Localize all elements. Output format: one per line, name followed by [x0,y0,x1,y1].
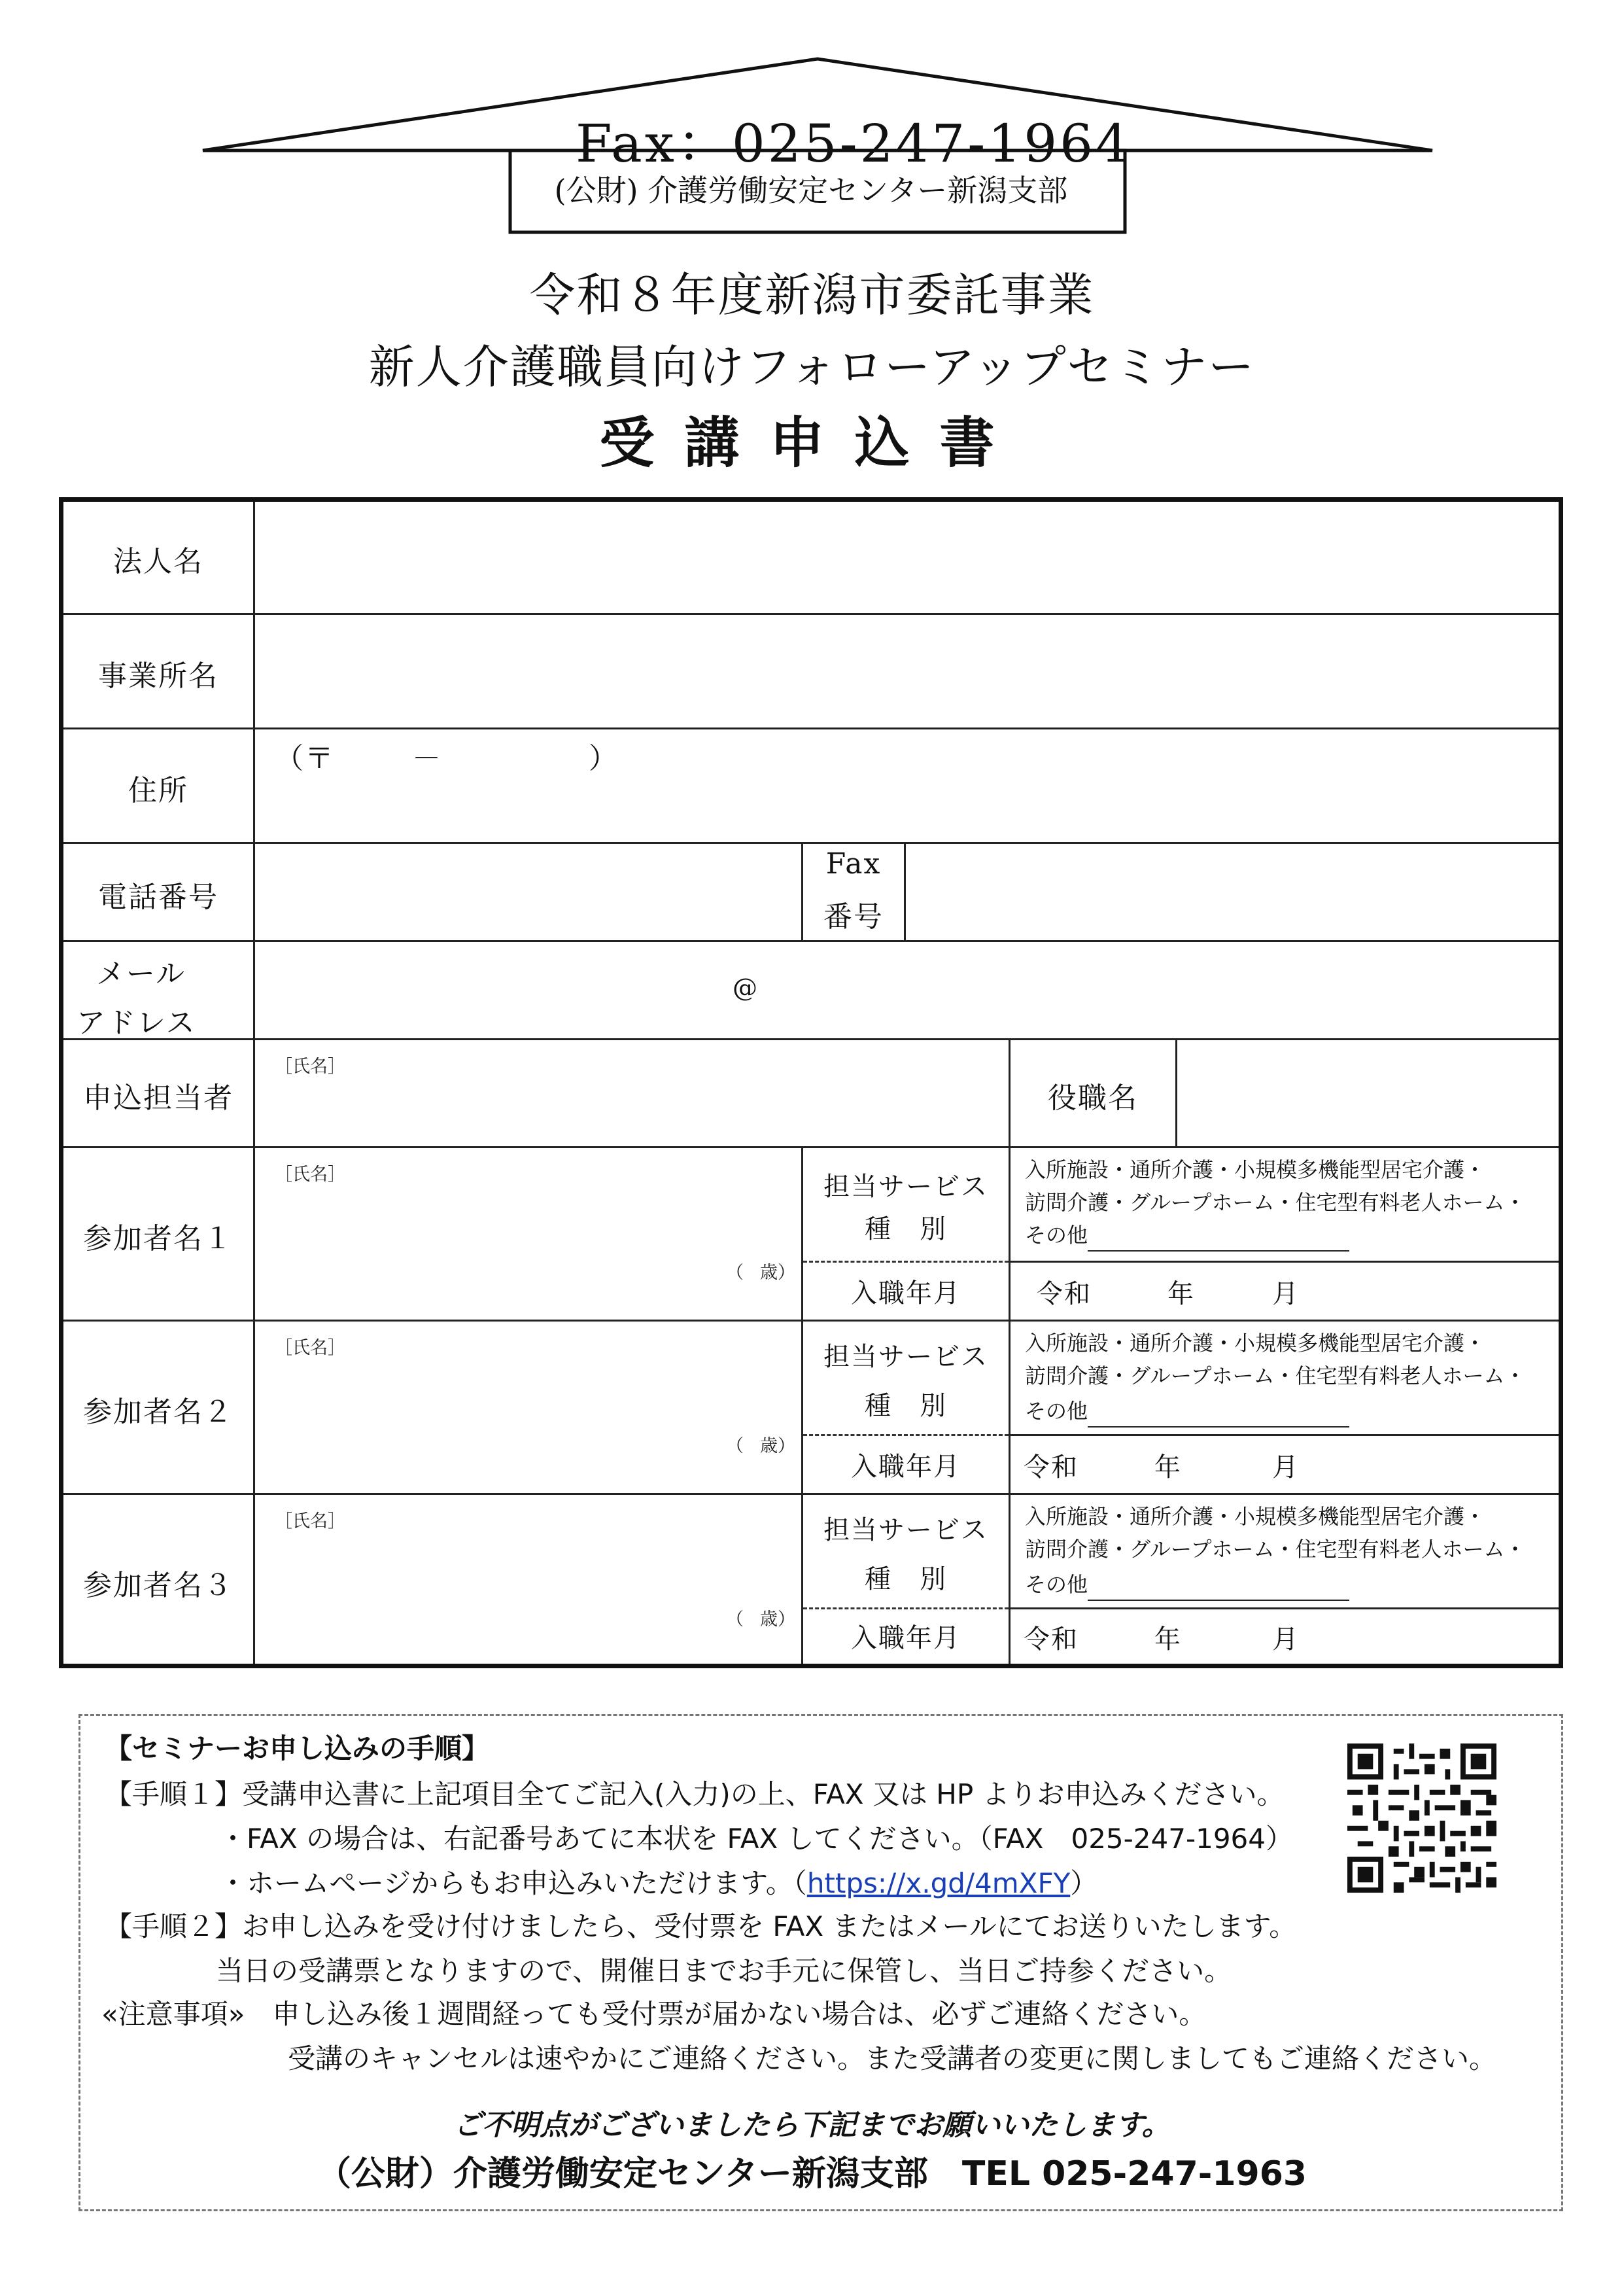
address-label: 住所 [128,774,188,807]
address-field[interactable] [255,729,1557,841]
service-options-line1: 入所施設・通所介護・小規模多機能型居宅介護・ [1025,1504,1486,1529]
service-options-line1: 入所施設・通所介護・小規模多機能型居宅介護・ [1025,1157,1486,1182]
position-label: 役職名 [1048,1081,1138,1115]
reiwa-label: 令和 [1037,1279,1092,1309]
participant-1-name-field[interactable] [255,1148,800,1318]
contact-inquiry-line: ご不明点がございましたら下記までお願いいたします。 [453,2109,1171,2142]
participant-3-label: 参加者名３ [83,1569,233,1602]
service-other-label: その他 [1025,1572,1088,1597]
participant-1-hire-date-field[interactable] [1011,1263,1557,1318]
hire-date-label: 入職年月 [851,1452,961,1482]
participant-1-service-options[interactable] [1011,1148,1557,1261]
hire-date-label: 入職年月 [851,1278,961,1308]
postal-close: ） [589,742,619,775]
name-hint: ［氏名］ [275,1338,345,1358]
fax-number-header: Fax：025-247-1964 [576,113,1132,174]
participant-3-service-options[interactable] [1011,1495,1557,1607]
participant-3-name-field[interactable] [255,1495,800,1664]
service-options-line2: 訪問介護・グループホーム・住宅型有料老人ホーム・ [1025,1363,1526,1388]
contact-person-label: 申込担当者 [83,1081,233,1115]
fax-label-line2: 番号 [823,900,884,934]
age-close: 歳） [760,1436,795,1456]
participant-3-hire-date-field[interactable] [1011,1609,1557,1664]
office-name-label: 事業所名 [98,659,218,693]
corp-name-field[interactable] [255,502,1557,612]
age-close: 歳） [760,1609,795,1630]
participant-2-label: 参加者名２ [83,1395,233,1429]
service-other-input[interactable] [1088,1232,1349,1252]
service-options-line1: 入所施設・通所介護・小規模多機能型居宅介護・ [1025,1331,1486,1356]
corp-name-label: 法人名 [113,545,203,578]
title-commission: 令和８年度新潟市委託事業 [529,268,1095,322]
participant-1-label: 参加者名１ [83,1222,233,1255]
age-open: （ [726,1436,744,1456]
at-mark: @ [733,973,759,1002]
service-type-label-line1: 担当サービス [823,1342,988,1372]
service-other-label: その他 [1025,1399,1088,1424]
postal-dash: － [412,742,442,775]
procedure-step1-fax: ・FAX の場合は、右記番号あてに本状を FAX してください。（FAX 025-247-1964） [219,1823,1294,1855]
procedure-notice-detail: 受講のキャンセルは速やかにご連絡ください。また受講者の変更に関しましてもご連絡ください。 [288,2042,1497,2075]
procedure-heading: 【セミナーお申し込みの手順】 [105,1732,490,1764]
procedure-step1-hp [219,1862,1097,1901]
procedure-notice: «注意事項» 申し込み後１週間経っても受付票が届かない場合は、必ずご連絡ください。 [101,1998,1207,2030]
title-seminar: 新人介護職員向けフォローアップセミナー [368,340,1256,394]
hire-date-label: 入職年月 [851,1623,961,1653]
service-type-label-line2: 種 別 [865,1214,947,1244]
name-hint: ［氏名］ [275,1511,345,1532]
name-hint: ［氏名］ [275,1057,345,1077]
age-open: （ [726,1609,744,1630]
phone-label: 電話番号 [98,881,218,914]
service-type-label-line1: 担当サービス [823,1515,988,1545]
qr-code-icon[interactable] [1347,1743,1496,1893]
application-form-table [59,497,1563,1668]
age-close: 歳） [760,1263,795,1283]
procedure-step1: 【手順１】受講申込書に上記項目全てご記入(入力)の上、FAX 又は HP よりお申込みください。 [105,1778,1285,1810]
age-open: （ [726,1263,744,1283]
phone-field[interactable] [255,844,800,939]
fax-label-line1: Fax [825,847,882,881]
contact-person-field[interactable] [255,1040,1007,1145]
service-options-line2: 訪問介護・グループホーム・住宅型有料老人ホーム・ [1025,1190,1526,1215]
year-label: 年 [1167,1279,1195,1309]
procedure-step1-hp-suffix: ） [1070,1867,1098,1899]
service-other-input[interactable] [1088,1408,1349,1428]
name-hint: ［氏名］ [275,1165,345,1185]
mail-label-line1: メール [96,957,186,990]
service-type-label-line2: 種 別 [865,1391,947,1421]
reiwa-label: 令和 [1024,1452,1079,1482]
service-type-label-line1: 担当サービス [823,1172,988,1202]
mail-label-line2: アドレス [77,1006,196,1040]
office-name-field[interactable] [255,615,1557,726]
page-title: 受講申込書 [599,410,1025,475]
participant-2-name-field[interactable] [255,1322,800,1492]
fax-field[interactable] [906,844,1557,939]
reiwa-label: 令和 [1024,1624,1079,1655]
month-label: 月 [1272,1279,1300,1309]
procedure-step2-detail: 当日の受講票となりますので、開催日までお手元に保管し、当日ご持参ください。 [216,1955,1232,1987]
service-options-line2: 訪問介護・グループホーム・住宅型有料老人ホーム・ [1025,1537,1526,1562]
procedure-step2: 【手順２】お申し込みを受け付けましたら、受付票を FAX またはメールにてお送りいたします。 [105,1910,1297,1942]
month-label: 月 [1272,1452,1300,1482]
year-label: 年 [1154,1624,1182,1655]
service-type-label-line2: 種 別 [865,1564,947,1594]
email-field[interactable] [255,942,1557,1037]
year-label: 年 [1154,1452,1182,1482]
month-label: 月 [1272,1624,1300,1655]
participant-2-hire-date-field[interactable] [1011,1436,1557,1492]
service-other-label: その他 [1025,1223,1088,1248]
registration-link[interactable]: https://x.gd/4mXFY [806,1867,1071,1899]
procedure-step1-hp-prefix: ・ホームページからもお申込みいただけます。（ [219,1867,807,1899]
organization-name-header: (公財) 介護労働安定センター新潟支部 [554,173,1068,208]
service-other-input[interactable] [1088,1581,1349,1601]
participant-2-service-options[interactable] [1011,1322,1557,1434]
contact-phone-line: （公財）介護労働安定センター新潟支部 TEL 025-247-1963 [317,2154,1307,2194]
position-field[interactable] [1177,1040,1557,1145]
postal-open: （〒 [275,742,335,775]
